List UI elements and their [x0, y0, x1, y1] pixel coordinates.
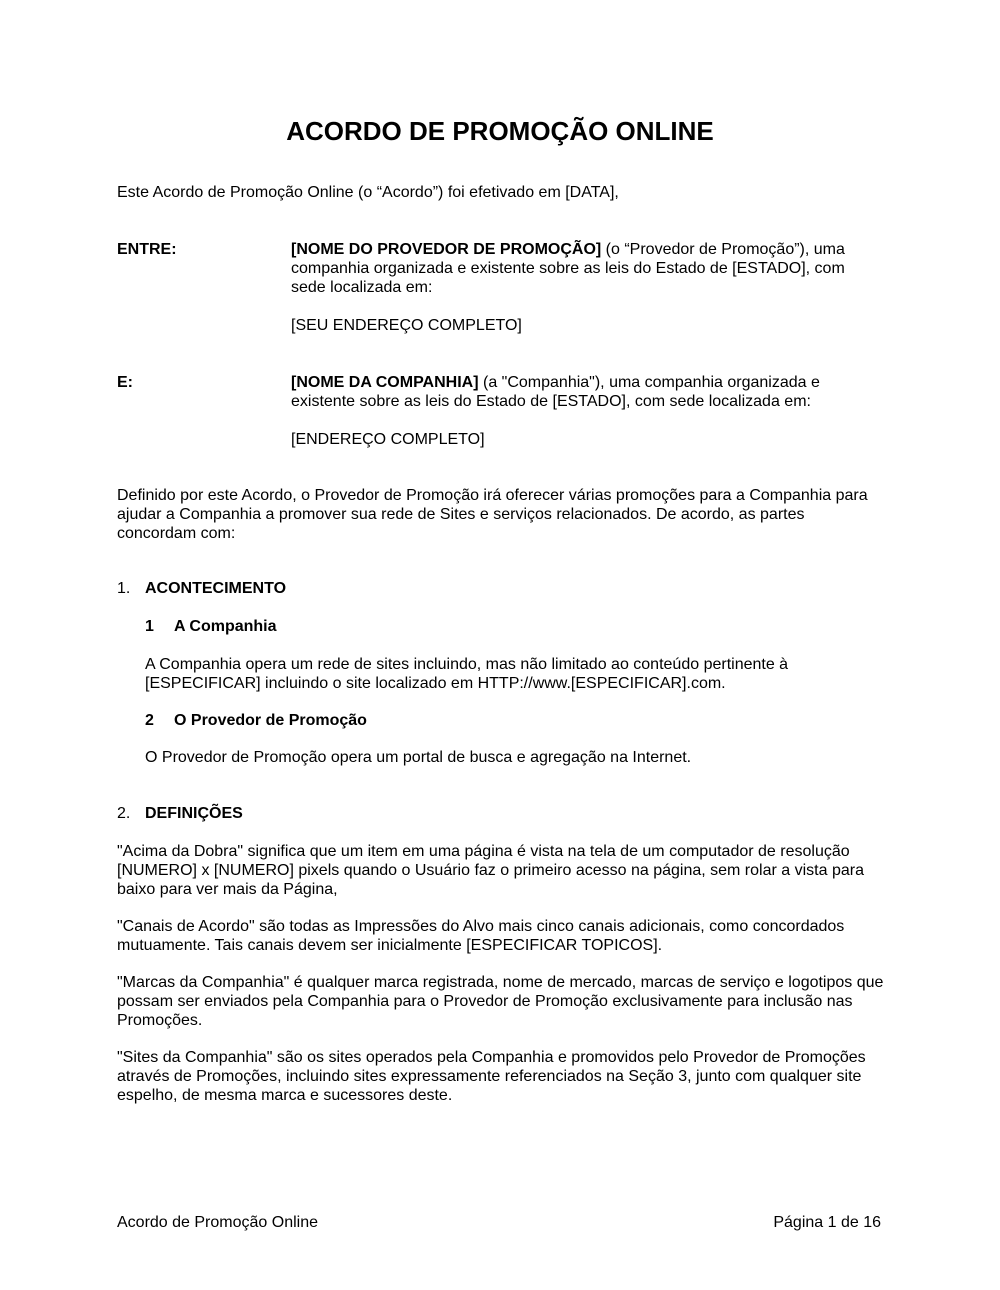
section1-sub1-title: A Companhia [174, 618, 277, 635]
footer-document-name: Acordo de Promoção Online [117, 1214, 318, 1231]
document-title: ACORDO DE PROMOÇÃO ONLINE [286, 116, 714, 146]
section1-sub2-text: O Provedor de Promoção opera um portal de busca e agregação na Internet. [145, 749, 692, 766]
definition-acima-da-dobra: "Acima da Dobra" significa que um item em uma página é vista na tela de um computador de resolução [NUMERO] x [NUMERO] pixels quando o Usuário faz o primeiro acesso na página, sem rolar a vista para baixo para ver mais da Página, [117, 843, 864, 898]
party1-description: (o “Provedor de Promoção”), uma companhia organizada e existente sobre as leis do Estado de [ESTADO], com sede localizada em: [291, 241, 845, 296]
definition-sites-da-companhia: "Sites da Companhia" são os sites operados pela Companhia e promovidos pelo Provedor de Promoções através de Promoções, incluindo sites expressamente referenciados na Seção 3, junto com qualquer site espelho, de mesma marca e sucessores deste. [117, 1049, 866, 1104]
section1-sub1-text: A Companhia opera um rede de sites incluindo, mas não limitado ao conteúdo pertinente à [ESPECIFICAR] incluindo o site localizado em HTTP://www.[ESPECIFICAR].com. [145, 656, 789, 692]
preamble-paragraph: Definido por este Acordo, o Provedor de Promoção irá oferecer várias promoções para a Companhia para ajudar a Companhia a promover sua rede de Sites e serviços relacionados. De acordo, as partes concordam com: [117, 487, 868, 542]
party2-address: [ENDEREÇO COMPLETO] [291, 431, 485, 448]
party1-label: ENTRE: [117, 241, 177, 258]
section2-title: DEFINIÇÕES [145, 805, 243, 822]
party1-address: [SEU ENDEREÇO COMPLETO] [291, 317, 522, 334]
intro-paragraph: Este Acordo de Promoção Online (o “Acordo”) foi efetivado em [DATA], [117, 184, 619, 201]
section1-title: ACONTECIMENTO [145, 580, 287, 597]
section1-sub2-title: O Provedor de Promoção [174, 712, 367, 729]
party2-description: (a "Companhia"), uma companhia organizada e existente sobre as leis do Estado de [ESTADO], com sede localizada em: [291, 374, 820, 410]
party2-block [291, 373, 881, 411]
party2-label: E: [117, 374, 133, 391]
section1-sub2-number: 2 [145, 712, 154, 729]
footer-page-number: Página 1 de 16 [773, 1214, 881, 1231]
section2-number: 2. [117, 805, 131, 822]
section1-sub1-number: 1 [145, 618, 154, 635]
definition-marcas-da-companhia: "Marcas da Companhia" é qualquer marca registrada, nome de mercado, marcas de serviço e logotipos que possam ser enviados pela Companhia para o Provedor de Promoção exclusivamente para inclusão nas Promoções. [117, 974, 884, 1029]
party2-name: [NOME DA COMPANHIA] [291, 374, 479, 391]
party1-block [291, 240, 881, 297]
section1-number: 1. [117, 580, 131, 597]
party1-name: [NOME DO PROVEDOR DE PROMOÇÃO] [291, 241, 602, 258]
definition-canais-de-acordo: "Canais de Acordo" são todas as Impressões do Alvo mais cinco canais adicionais, como concordados mutuamente. Tais canais devem ser inicialmente [ESPECIFICAR TOPICOS]. [117, 918, 845, 954]
